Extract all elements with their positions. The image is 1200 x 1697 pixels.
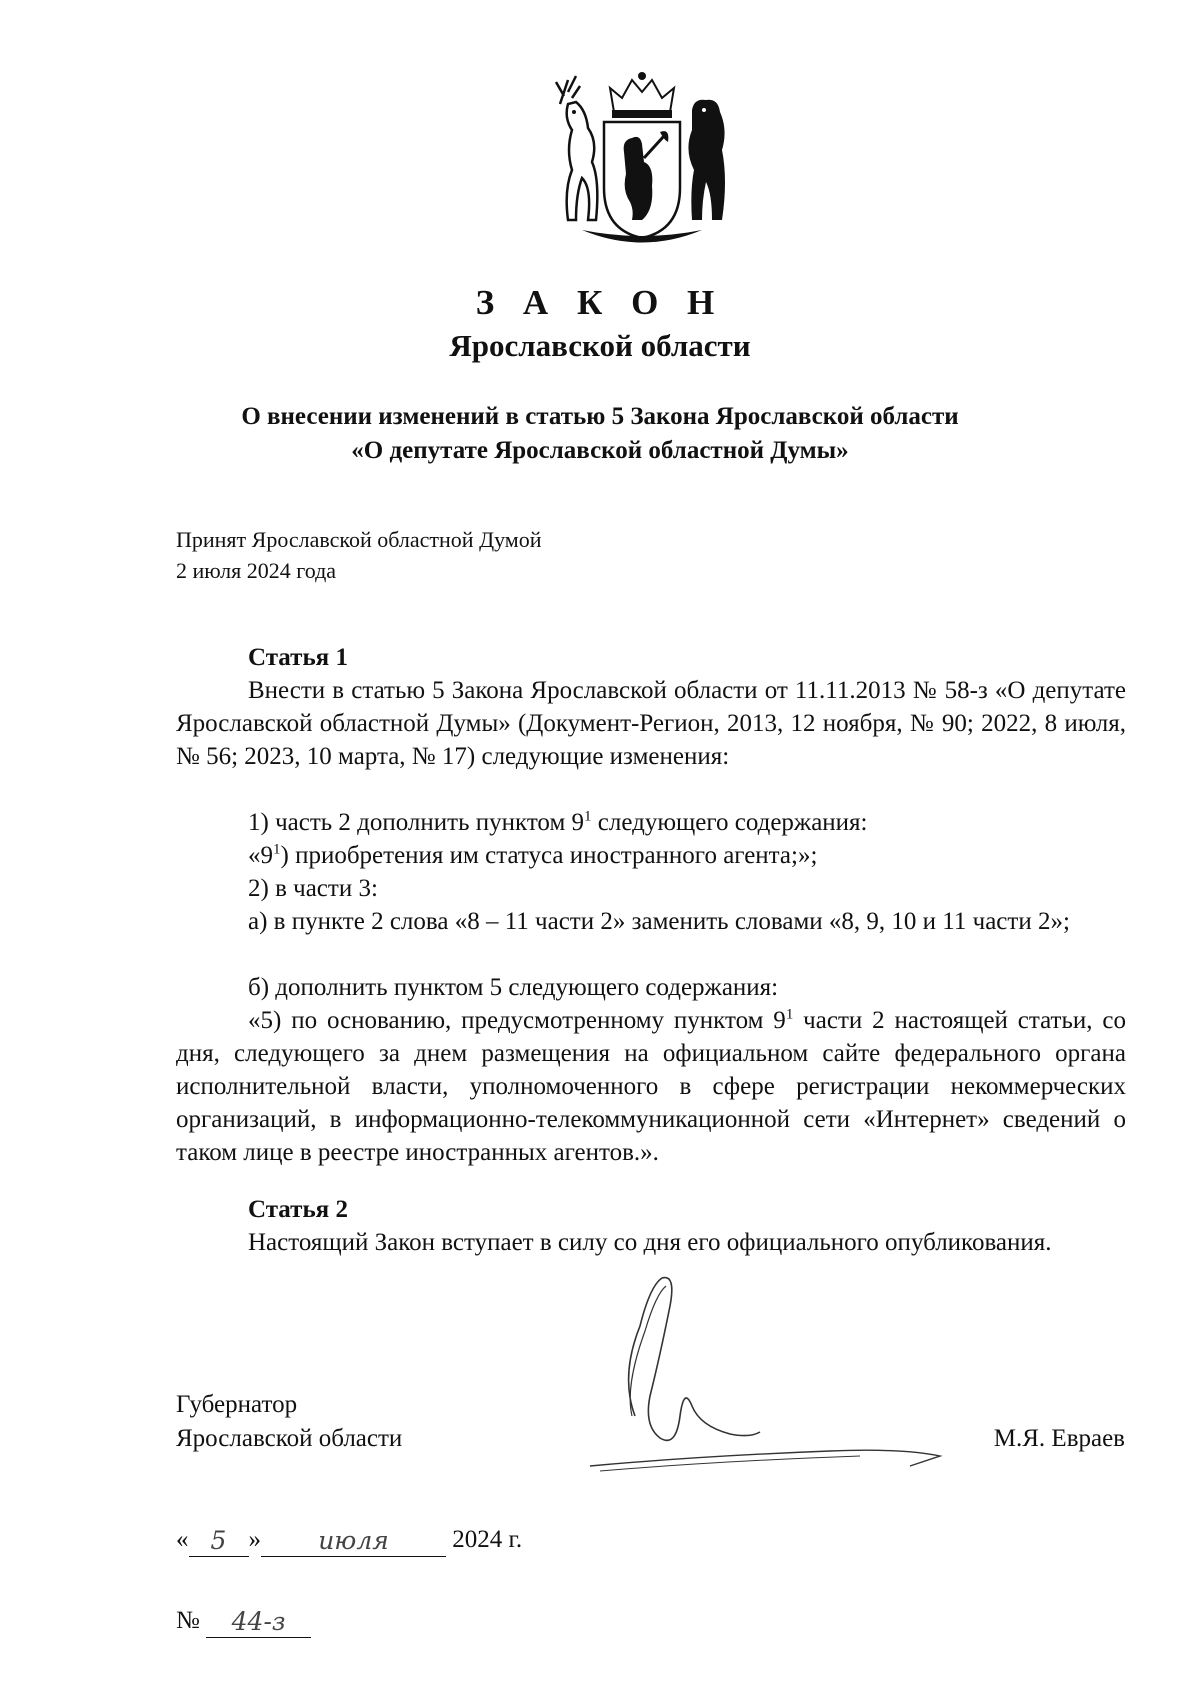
article-1-item-2: 2) в части 3: xyxy=(248,875,378,902)
document-title-line-1: О внесении изменений в статью 5 Закона Ярославской области xyxy=(241,403,959,430)
article-1-item-2a: а) в пункте 2 слова «8 – 11 части 2» заменить словами «8, 9, 10 и 11 части 2»; xyxy=(248,908,1070,935)
document-title xyxy=(0,400,1200,468)
article-1-item-1 xyxy=(176,806,1126,839)
quote-2-text: «5) по основанию, предусмотренному пунктом 9 xyxy=(248,1007,786,1034)
date-month: июля xyxy=(261,1524,446,1557)
law-title: З А К О Н xyxy=(475,283,725,322)
article-1-intro: Внести в статью 5 Закона Ярославской области от 11.11.2013 № 58-з «О депутате Ярославской областной Думы» (Документ-Регион, 2013, 12 ноября, № 90; 2022, 8 июля, № 56; 2023, 10 марта, № 17) следующие изменения: xyxy=(176,677,1126,770)
quote-1-text-end: ) приобретения им статуса иностранного агента;»; xyxy=(280,842,818,869)
quote-1-superscript: 1 xyxy=(273,841,281,858)
governor-name: М.Я. Евраев xyxy=(993,1425,1125,1452)
article-1-quote-2 xyxy=(176,1004,1126,1169)
date-close-quote: » xyxy=(248,1526,261,1553)
adoption-note xyxy=(176,524,542,586)
document-title-line-2: «О депутате Ярославской областной Думы» xyxy=(351,437,849,464)
quote-1-text: «9 xyxy=(248,842,273,869)
law-number xyxy=(176,1604,311,1638)
governor-title-line-1: Губернатор xyxy=(176,1391,298,1418)
law-number-label: № xyxy=(176,1607,200,1634)
adoption-date: 2 июля 2024 года xyxy=(176,558,337,583)
law-subtitle: Ярославской области xyxy=(449,328,751,363)
coat-of-arms-icon xyxy=(542,70,742,250)
quote-2-superscript: 1 xyxy=(785,1006,794,1023)
item-1-text-end: следующего содержания: xyxy=(591,809,868,836)
article-1-quote-1 xyxy=(176,839,1126,872)
law-number-value: 44-з xyxy=(206,1605,311,1638)
adoption-line-1: Принят Ярославской областной Думой xyxy=(176,527,542,552)
article-2-text: Настоящий Закон вступает в силу со дня его официального опубликования. xyxy=(248,1229,1052,1256)
article-1-item-2b: б) дополнить пунктом 5 следующего содержания: xyxy=(248,974,779,1001)
governor-title xyxy=(176,1388,402,1456)
quote-2-text-end: части 2 настоящей статьи, со дня, следующего за днем размещения на официальном сайте федерального органа исполнительной власти, уполномоченного в сфере регистрации некоммерческих организаций, в информационно-телекоммуникационной сети «Интернет» сведений о таком лице в реестре иностранных агентов.». xyxy=(176,1007,1126,1166)
signing-date xyxy=(176,1523,522,1563)
article-1-heading: Статья 1 xyxy=(248,644,348,671)
item-1-text: 1) часть 2 дополнить пунктом 9 xyxy=(248,809,585,836)
date-year: 2024 г. xyxy=(452,1526,523,1553)
governor-title-line-2: Ярославской области xyxy=(176,1425,403,1452)
article-2-heading: Статья 2 xyxy=(248,1196,348,1223)
date-day: 5 xyxy=(189,1524,249,1557)
date-open-quote: « xyxy=(176,1526,189,1553)
signature-icon xyxy=(580,1266,970,1486)
item-1-superscript: 1 xyxy=(584,808,592,825)
